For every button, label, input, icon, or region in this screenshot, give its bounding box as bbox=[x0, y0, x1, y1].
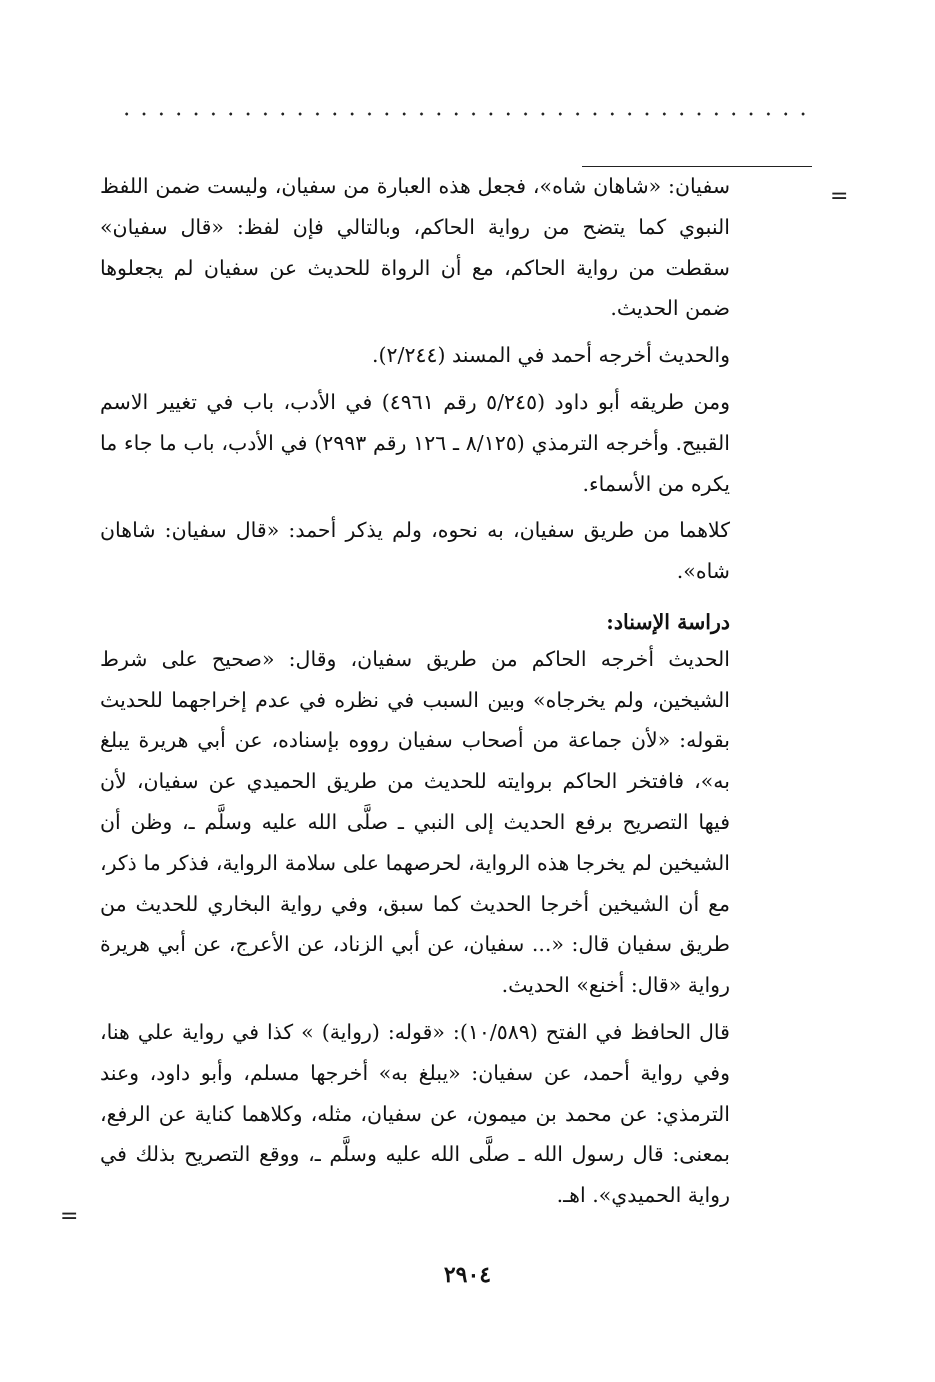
footnote-paragraph: ومن طريقه أبو داود (٥/٢٤٥ رقم ٤٩٦١) في الأدب، باب في تغيير الاسم القبيح. وأخرجه الترمذي (٨/١٢٥ ـ ١٢٦ رقم ٢٩٩٣) في الأدب، باب ما جاء ما يكره من الأسماء. bbox=[100, 389, 730, 496]
page-number: ٢٩٠٤ bbox=[443, 1262, 492, 1288]
study-paragraph: قال الحافظ في الفتح (١٠/٥٨٩): «قوله: (رواية) » كذا في رواية علي هنا، وفي رواية أحمد، عن سفيان: «يبلغ به» أخرجها مسلم، وأبو داود، وعند الترمذي: عن محمد بن ميمون، عن سفيان، مثله، وكلاهما كناية عن الرفع، بمعنى: قال رسول الله ـ صلَّى الله عليه وسلَّم ـ، ووقع التصريح بذلك في رواية الحميدي». اهـ. bbox=[100, 1019, 730, 1208]
footnote-text bbox=[100, 166, 730, 1216]
footnote-paragraph: والحديث أخرجه أحمد في المسند (٢/٢٤٤). bbox=[372, 343, 730, 368]
end-mark: = bbox=[60, 1204, 79, 1229]
study-paragraph: الحديث أخرجه الحاكم من طريق سفيان، وقال: «صحيح على شرط الشيخين، ولم يخرجاه» وبين السبب في نظره في عدم إخراجهما للحديث بقوله: «لأن جماعة من أصحاب سفيان رووه بإسناده، عن أبي هريرة يبلغ به»، فافتخر الحاكم بروايته للحديث من طريق الحميدي عن سفيان، لأن فيها التصريح برفع الحديث إلى النبي ـ صلَّى الله عليه وسلَّم ـ، وظن أن الشيخين لم يخرجا هذه الرواية، لحرصهما على سلامة الرواية، فذكر ما ذكر، مع أن الشيخين أخرجا الحديث كما سبق، وفي رواية البخاري للحديث من طريق سفيان قال: «... سفيان، عن أبي الزناد، عن الأعرج، عن أبي هريرة رواية «قال: أخنع» الحديث. bbox=[100, 646, 730, 998]
section-heading: دراسة الإسناد: bbox=[606, 609, 730, 634]
footnote-paragraph: سفيان: «شاهان شاه»، فجعل هذه العبارة من سفيان، وليست ضمن اللفظ النبوي كما يتضح من رواية الحاكم، وبالتالي فإن لفظ: «قال سفيان» سقطت من رواية الحاكم، مع أن الرواة للحديث عن سفيان لم يجعلوها ضمن الحديث. bbox=[100, 174, 730, 321]
dotted-separator bbox=[118, 108, 812, 120]
footnote-paragraph: كلاهما من طريق سفيان، به نحوه، ولم يذكر أحمد: «قال سفيان: شاهان شاه». bbox=[100, 518, 730, 584]
continuation-mark: = bbox=[830, 184, 849, 209]
